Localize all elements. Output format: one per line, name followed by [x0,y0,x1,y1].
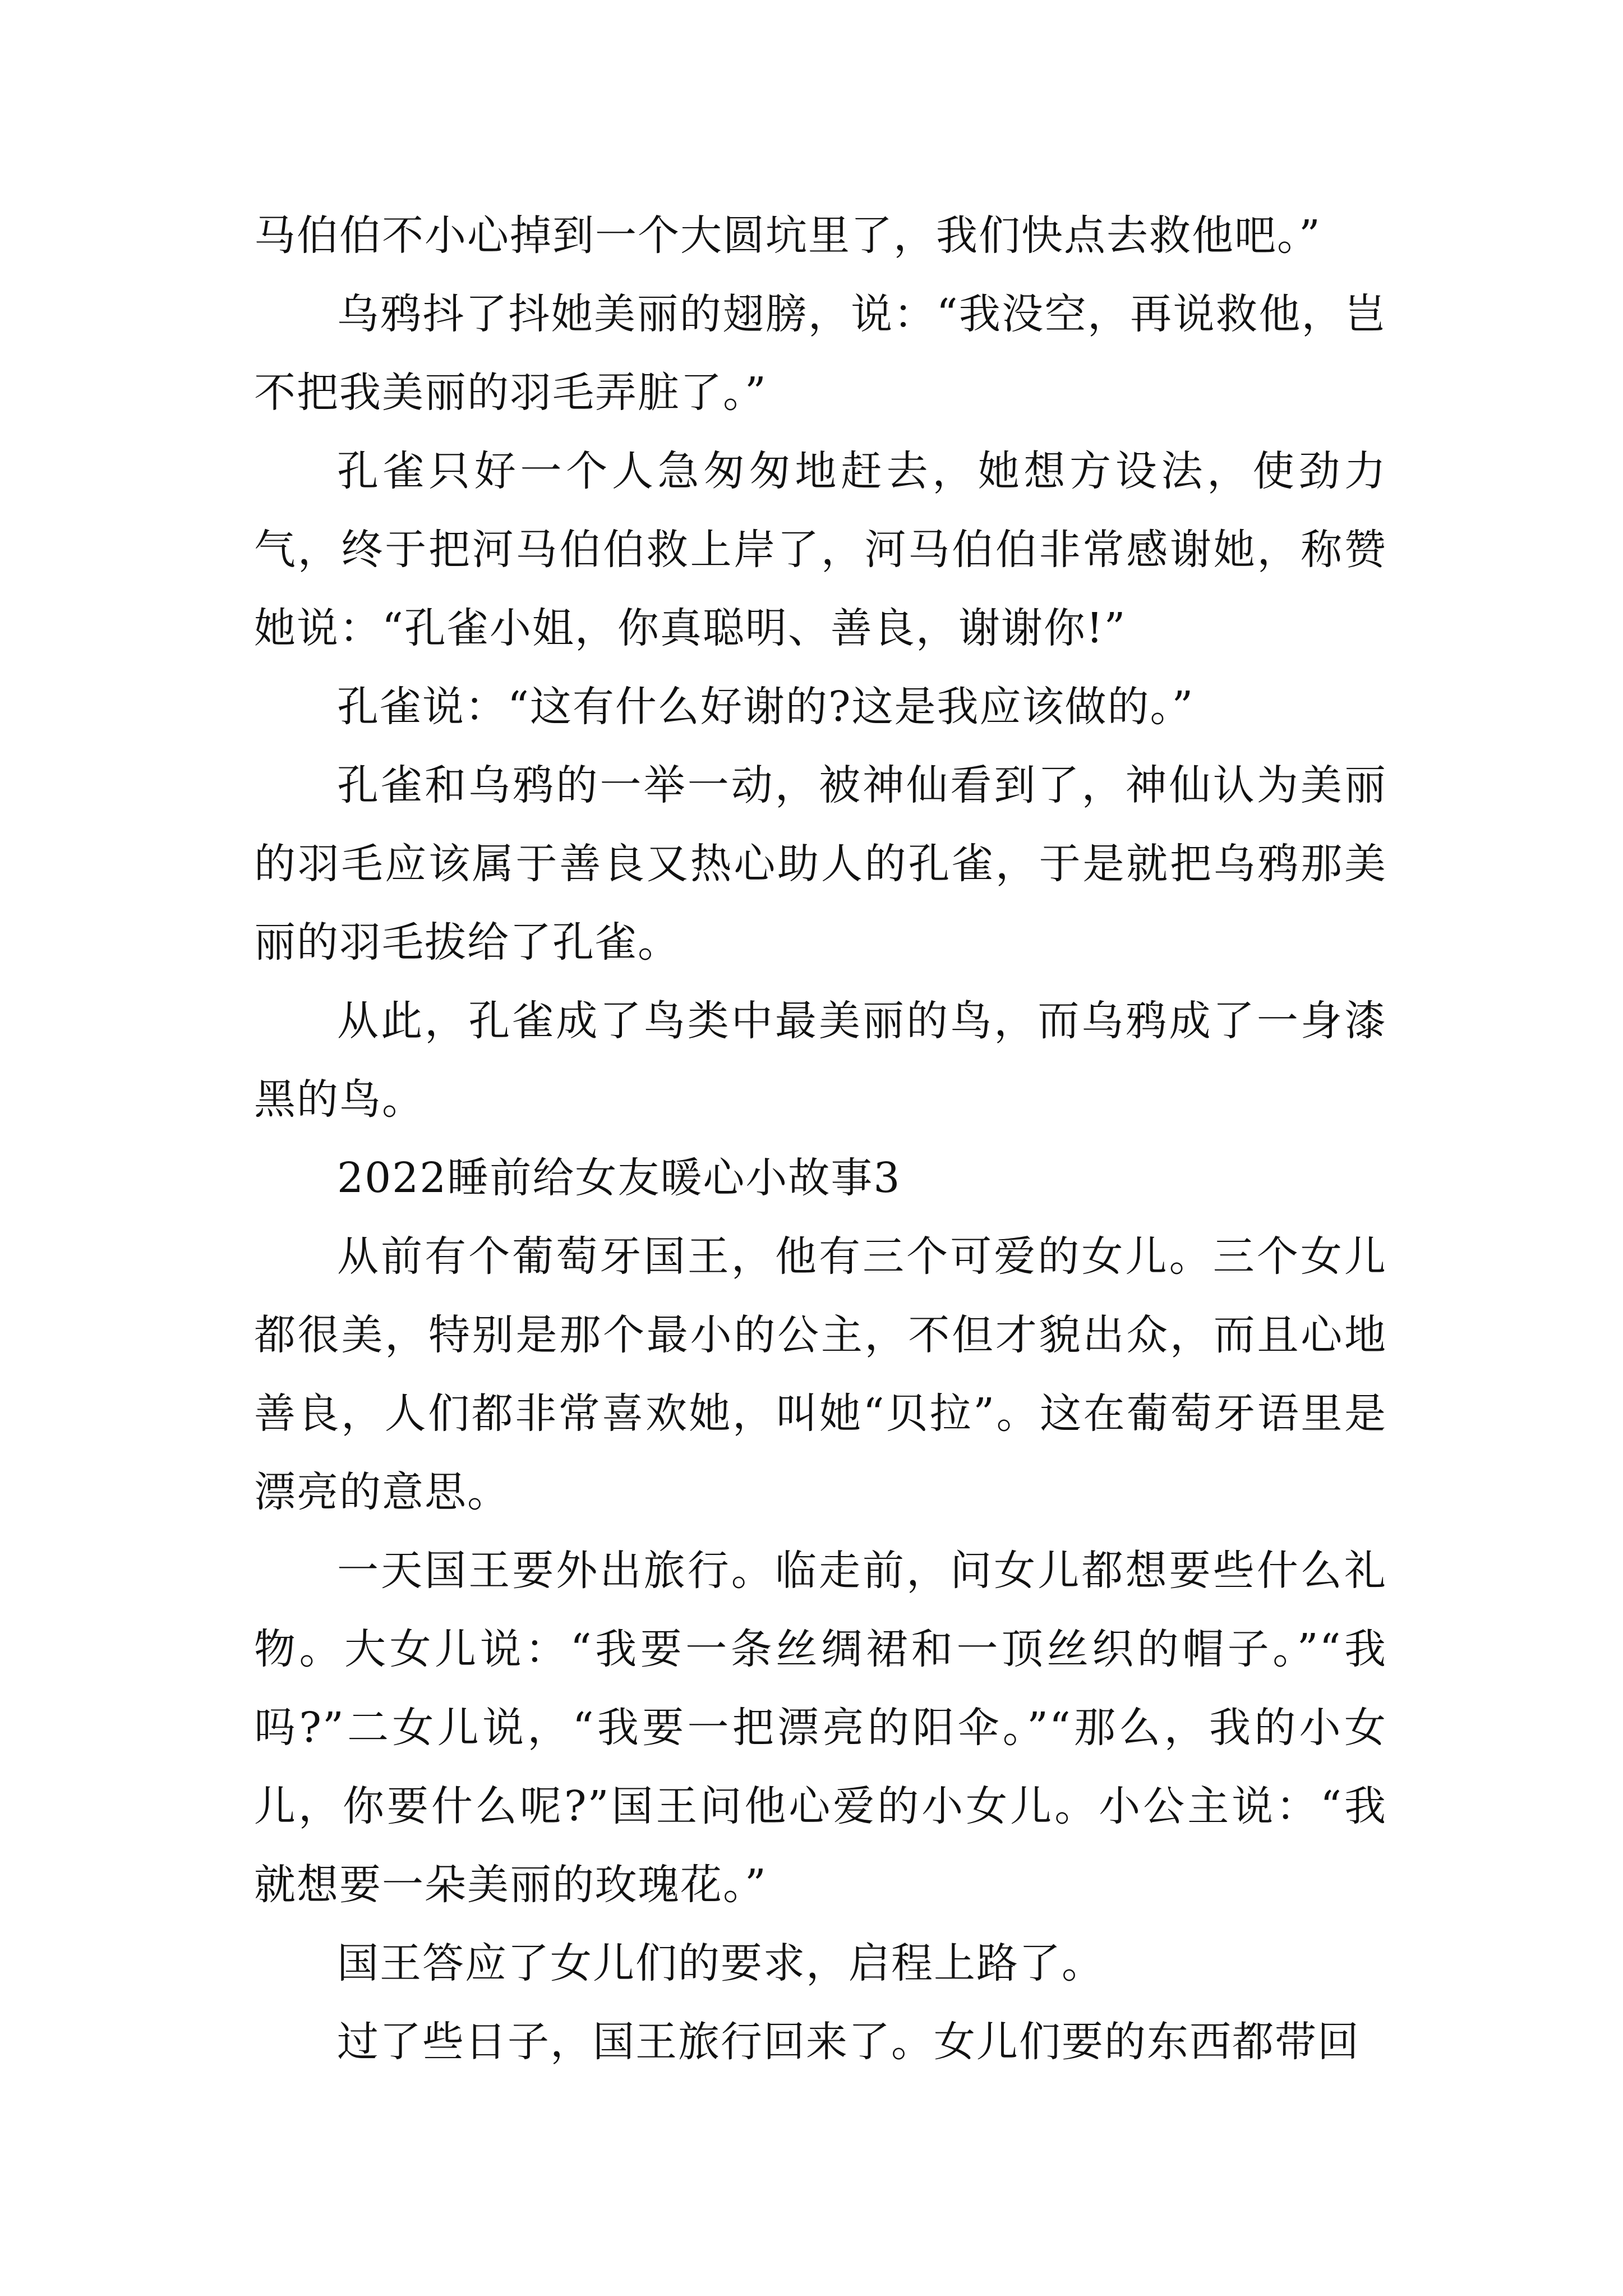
paragraph-8: 一天国王要外出旅行。临走前，问女儿都想要些什么礼物。大女儿说：“我要一条丝绸裙和一顶丝织的帽子。”“我吗?”二女儿说，“我要一把漂亮的阳伞。”“那么，我的小女儿，你要什么呢?”国王问他心爱的小女儿。小公主说：“我就想要一朵美丽的玫瑰花。” [254,1547,1387,1909]
paragraph-7: 从前有个葡萄牙国王，他有三个可爱的女儿。三个女儿都很美，特别是那个最小的公主，不但才貌出众，而且心地善良，人们都非常喜欢她，叫她“贝拉”。这在葡萄牙语里是漂亮的意思。 [254,1232,1387,1516]
paragraph-3: 孔雀只好一个人急匆匆地赶去，她想方设法，使劲力气，终于把河马伯伯救上岸了，河马伯伯非常感谢她，称赞她说：“孔雀小姐，你真聪明、善良，谢谢你!” [254,447,1387,652]
paragraph-6: 从此，孔雀成了鸟类中最美丽的鸟，而乌鸦成了一身漆黑的鸟。 [254,997,1387,1124]
paragraph-5: 孔雀和乌鸦的一举一动，被神仙看到了，神仙认为美丽的羽毛应该属于善良又热心助人的孔雀，于是就把乌鸦那美丽的羽毛拔给了孔雀。 [254,761,1387,967]
paragraph-2: 乌鸦抖了抖她美丽的翅膀，说：“我没空，再说救他，岂不把我美丽的羽毛弄脏了。” [254,290,1387,417]
paragraph-4: 孔雀说：“这有什么好谢的?这是我应该做的。” [337,683,1195,731]
paragraph-1: 马伯伯不小心掉到一个大圆坑里了，我们快点去救他吧。” [254,211,1321,260]
section-heading: 2022睡前给女友暖心小故事3 [337,1154,901,1202]
paragraph-9: 国王答应了女儿们的要求，启程上路了。 [337,1939,1104,1987]
paragraph-10: 过了些日子，国王旅行回来了。女儿们要的东西都带回 [337,2018,1360,2066]
document-body [254,196,1387,2081]
